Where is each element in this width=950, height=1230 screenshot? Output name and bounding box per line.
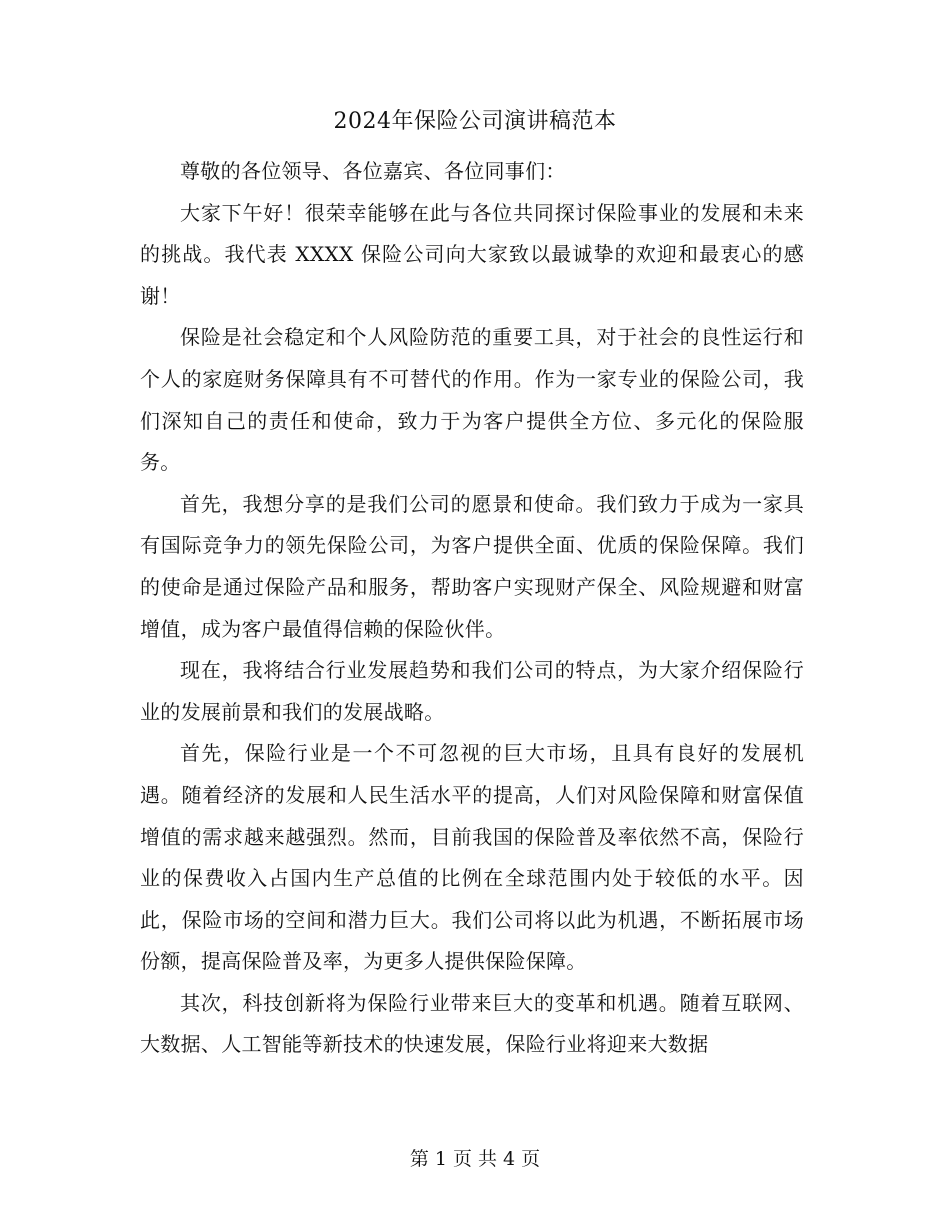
paragraph-introduction: 现在，我将结合行业发展趋势和我们公司的特点，为大家介绍保险行业的发展前景和我们的发展战略。	[140, 658, 804, 724]
paragraph-salutation: 尊敬的各位领导、各位嘉宾、各位同事们：	[180, 159, 566, 183]
document-title: 2024年保险公司演讲稿范本	[333, 109, 617, 134]
paragraph-vision-mission: 首先，我想分享的是我们公司的愿景和使命。我们致力于成为一家具有国际竞争力的领先保险公司，为客户提供全面、优质的保险保障。我们的使命是通过保险产品和服务，帮助客户实现财产保全、风险规避和财富增值，成为客户最值得信赖的保险伙伴。	[140, 491, 804, 641]
paragraph-tech-innovation: 其次，科技创新将为保险行业带来巨大的变革和机遇。随着互联网、大数据、人工智能等新技术的快速发展，保险行业将迎来大数据	[140, 990, 804, 1057]
paragraph-greeting: 大家下午好！很荣幸能够在此与各位共同探讨保险事业的发展和未来的挑战。我代表 XXXX 保险公司向大家致以最诚挚的欢迎和最衷心的感谢！	[140, 200, 804, 308]
page-footer: 第 1 页 共 4 页	[409, 1148, 541, 1170]
document-body	[140, 151, 804, 1066]
paragraph-insurance-role: 保险是社会稳定和个人风险防范的重要工具，对于社会的良性运行和个人的家庭财务保障具有不可替代的作用。作为一家专业的保险公司，我们深知自己的责任和使命，致力于为客户提供全方位、多元化的保险服务。	[140, 325, 804, 475]
paragraph-market-opportunity: 首先，保险行业是一个不可忽视的巨大市场，且具有良好的发展机遇。随着经济的发展和人民生活水平的提高，人们对风险保障和财富保值增值的需求越来越强烈。然而，目前我国的保险普及率依然不高，保险行业的保费收入占国内生产总值的比例在全球范围内处于较低的水平。因此，保险市场的空间和潜力巨大。我们公司将以此为机遇，不断拓展市场份额，提高保险普及率，为更多人提供保险保障。	[140, 741, 804, 974]
